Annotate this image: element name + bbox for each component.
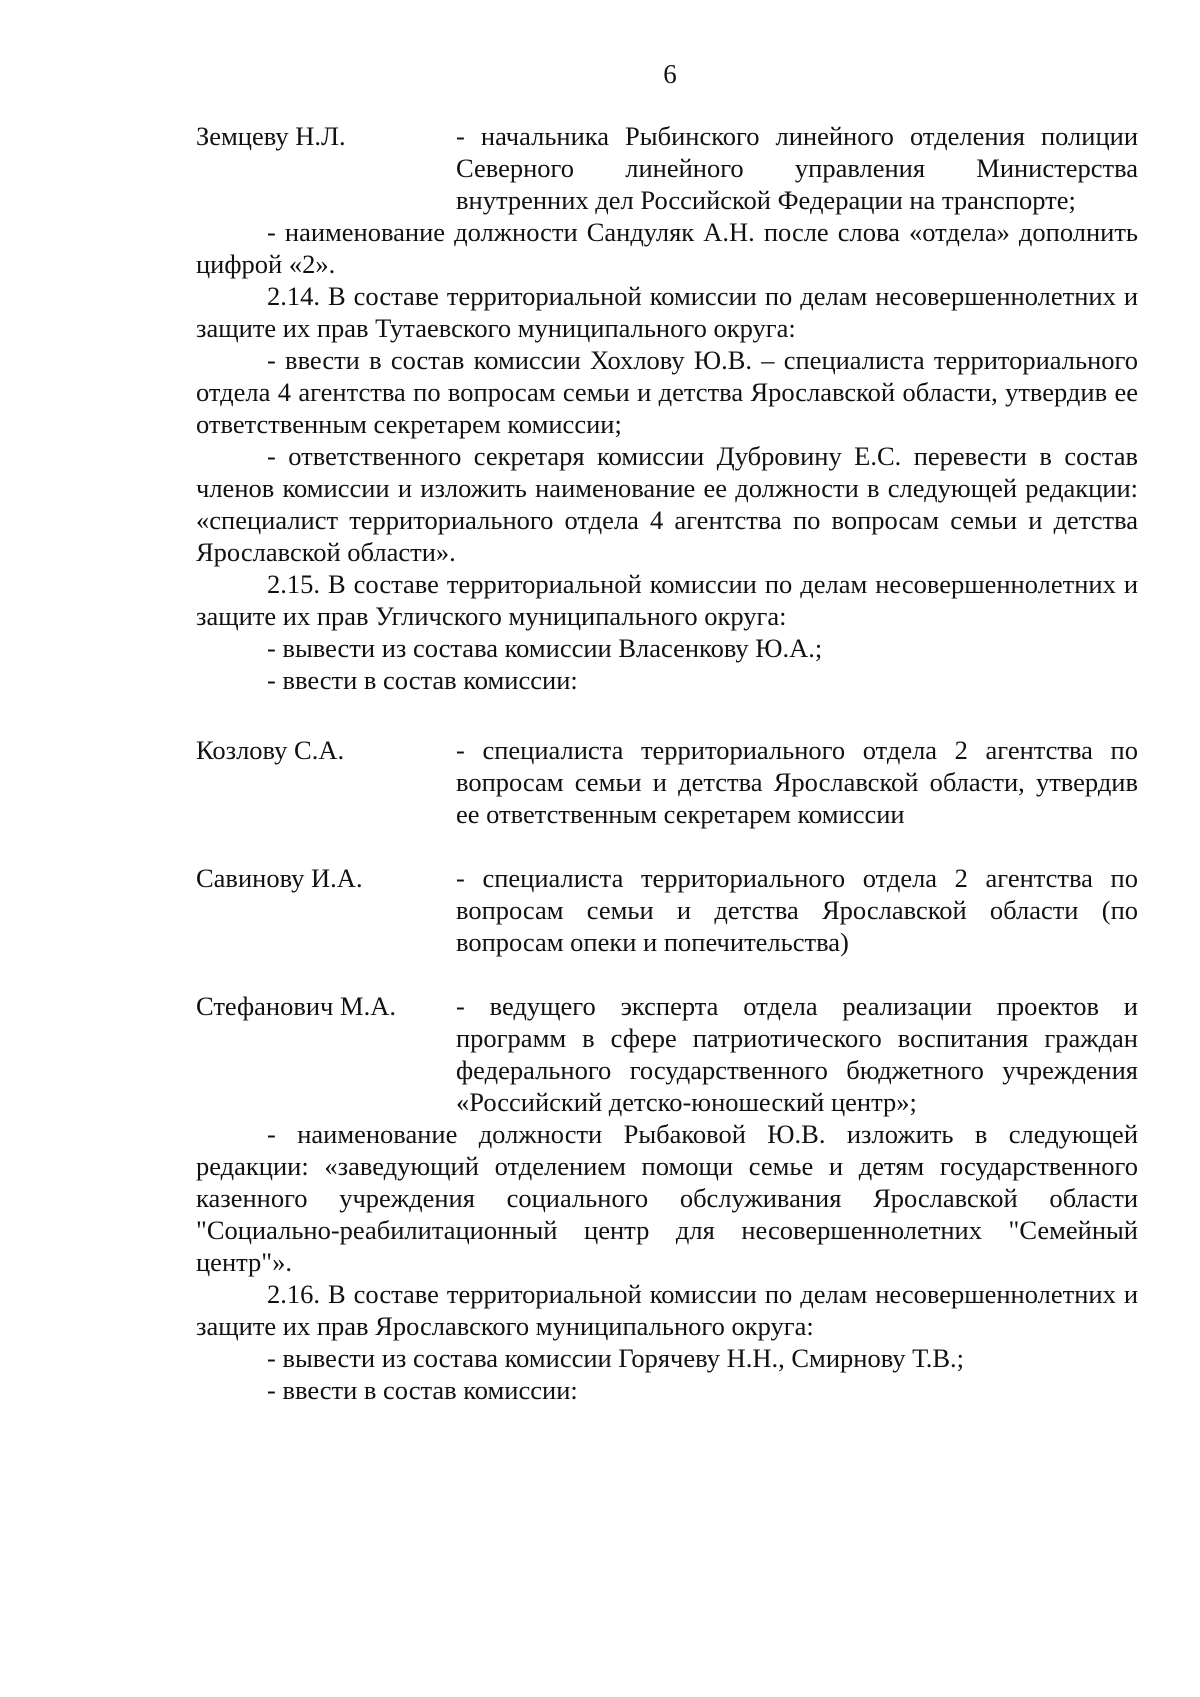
member-name: Козлову С.А. — [196, 735, 345, 765]
paragraph: - наименование должности Сандуляк А.Н. после слова «отдела» дополнить цифрой «2». — [196, 217, 1138, 279]
member-description: - специалиста территориального отдела 2 агентства по вопросам семьи и детства Ярославской области, утвердив ее ответственным секретарем комиссии — [456, 735, 1138, 829]
paragraph: - вывести из состава комиссии Власенкову Ю.А.; — [267, 633, 823, 663]
section-2-14-title: 2.14. В составе территориальной комиссии по делам несовершеннолетних и защите их прав Тутаевского муниципального округа: — [196, 281, 1138, 343]
member-name: Савинову И.А. — [196, 863, 363, 893]
member-name: Стефанович М.А. — [196, 991, 396, 1021]
section-2-16-title: 2.16. В составе территориальной комиссии по делам несовершеннолетних и защите их прав Ярославского муниципального округа: — [196, 1279, 1138, 1341]
paragraph: - вывести из состава комиссии Горячеву Н.Н., Смирнову Т.В.; — [267, 1343, 964, 1373]
page-number: 6 — [663, 59, 677, 89]
paragraph: - ввести в состав комиссии: — [267, 1375, 578, 1405]
paragraph: - ввести в состав комиссии: — [267, 665, 578, 695]
member-description: - ведущего эксперта отдела реализации проектов и программ в сфере патриотического воспитания граждан федерального государственного бюджетного учреждения «Российский детско-юношеский центр»; — [456, 991, 1138, 1117]
member-name: Земцеву Н.Л. — [196, 121, 346, 151]
member-description: - начальника Рыбинского линейного отделения полиции Северного линейного управления Министерства внутренних дел Российской Федерации на транспорте; — [456, 121, 1138, 215]
member-description: - специалиста территориального отдела 2 агентства по вопросам семьи и детства Ярославской области (по вопросам опеки и попечительства) — [456, 863, 1138, 957]
paragraph: - ввести в состав комиссии Хохлову Ю.В. – специалиста территориального отдела 4 агентства по вопросам семьи и детства Ярославской области, утвердив ее ответственным секретарем комиссии; — [196, 345, 1138, 439]
paragraph: - наименование должности Рыбаковой Ю.В. изложить в следующей редакции: «заведующий отделением помощи семье и детям государственного казенного учреждения социального обслуживания Ярославской области "Социально-реабилитационный центр для несовершеннолетних "Семейный центр"». — [196, 1119, 1138, 1277]
section-2-15-title: 2.15. В составе территориальной комиссии по делам несовершеннолетних и защите их прав Угличского муниципального округа: — [196, 569, 1138, 631]
paragraph: - ответственного секретаря комиссии Дубровину Е.С. перевести в состав членов комиссии и изложить наименование ее должности в следующей редакции: «специалист территориального отдела 4 агентства по вопросам семьи и детства Ярославской области». — [196, 441, 1138, 567]
